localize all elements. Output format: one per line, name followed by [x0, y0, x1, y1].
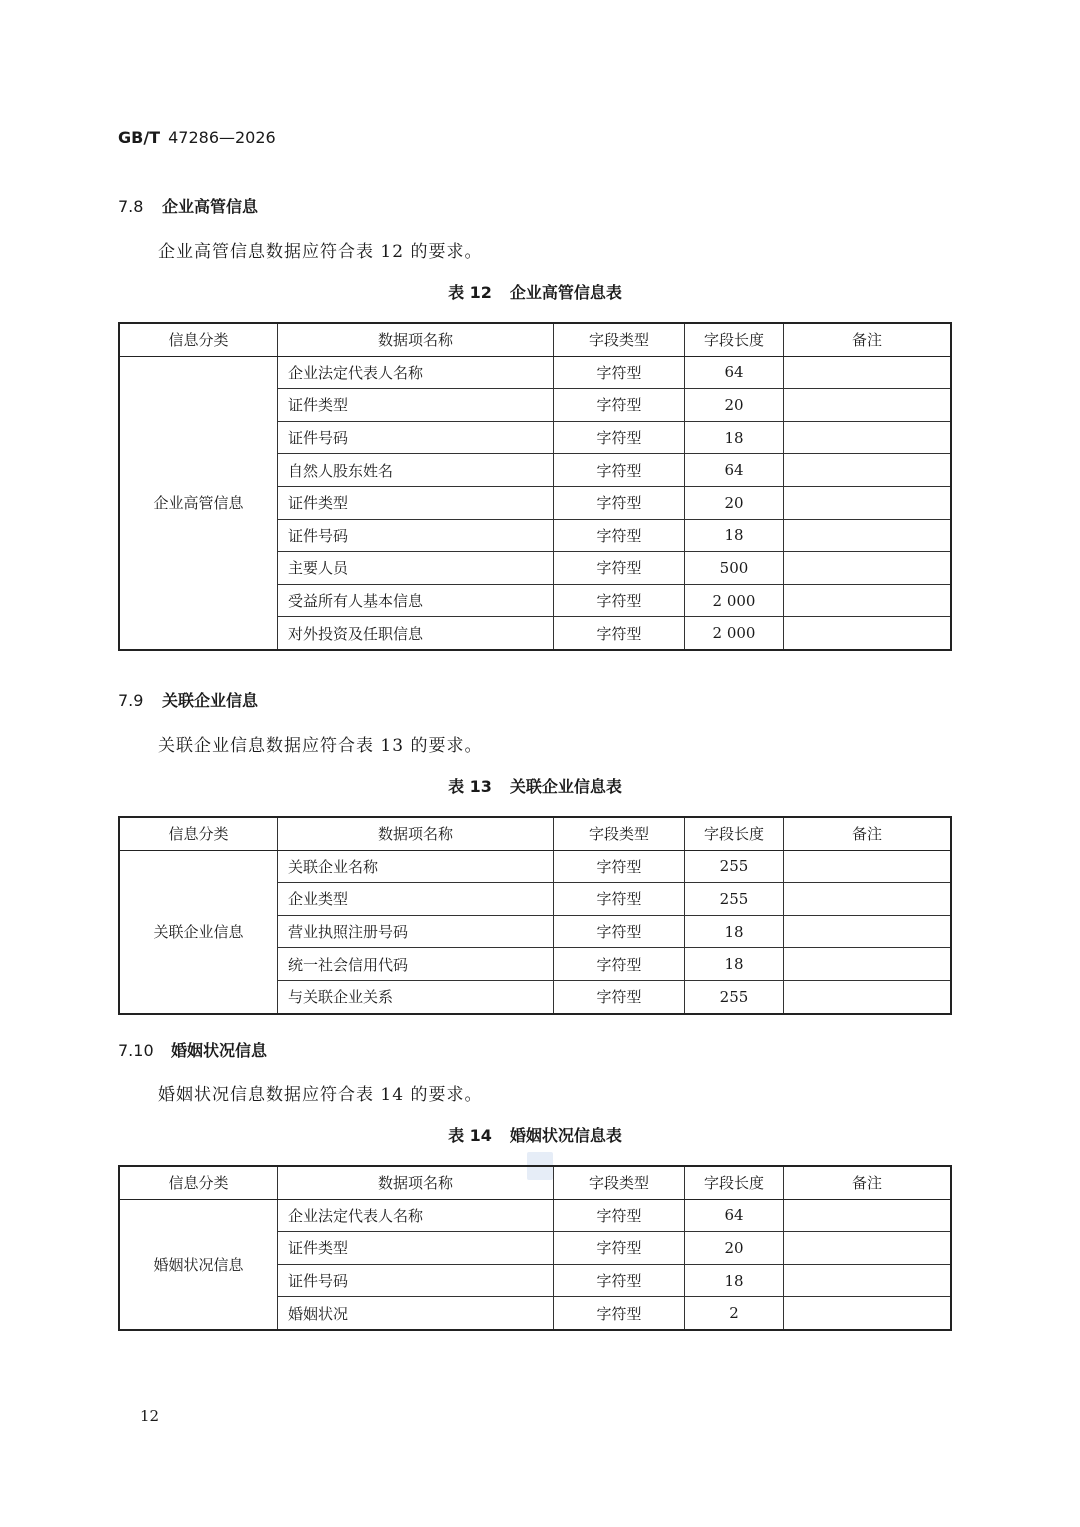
- field-length-cell: 18: [685, 421, 784, 454]
- item-name-cell: 与关联企业关系: [278, 980, 554, 1013]
- field-type-cell: 字符型: [554, 519, 685, 552]
- item-name-cell: 统一社会信用代码: [278, 948, 554, 981]
- item-name-cell: 营业执照注册号码: [278, 915, 554, 948]
- section-text-7-10: 婚姻状况信息数据应符合表 14 的要求。: [158, 1085, 483, 1105]
- section-text-7-8: 企业高管信息数据应符合表 12 的要求。: [158, 242, 483, 262]
- col-header-field-length: 字段长度: [685, 817, 784, 850]
- field-length-cell: 18: [685, 1264, 784, 1297]
- table-caption-12: [118, 280, 952, 303]
- item-name-cell: 企业法定代表人名称: [278, 356, 554, 389]
- col-header-note: 备注: [784, 323, 952, 356]
- section-number: 7.8: [118, 197, 144, 216]
- field-length-cell: 20: [685, 389, 784, 422]
- item-name-cell: 婚姻状况: [278, 1297, 554, 1330]
- table-header-row: [119, 323, 951, 356]
- field-type-cell: 字符型: [554, 486, 685, 519]
- section-title: 婚姻状况信息: [171, 1041, 268, 1060]
- field-length-cell: 2 000: [685, 584, 784, 617]
- category-cell: 企业高管信息: [119, 356, 278, 650]
- table-header-row: [119, 817, 951, 850]
- table-header-row: [119, 1166, 951, 1199]
- note-cell: [784, 454, 952, 487]
- note-cell: [784, 948, 952, 981]
- field-type-cell: 字符型: [554, 552, 685, 585]
- field-type-cell: 字符型: [554, 617, 685, 650]
- col-header-field-type: 字段类型: [554, 323, 685, 356]
- col-header-category: 信息分类: [119, 323, 278, 356]
- note-cell: [784, 1264, 952, 1297]
- field-length-cell: 255: [685, 980, 784, 1013]
- col-header-category: 信息分类: [119, 1166, 278, 1199]
- field-length-cell: 500: [685, 552, 784, 585]
- section-number: 7.10: [118, 1041, 154, 1060]
- section-title: 企业高管信息: [162, 197, 259, 216]
- item-name-cell: 受益所有人基本信息: [278, 584, 554, 617]
- page-number: 12: [140, 1407, 160, 1425]
- field-type-cell: 字符型: [554, 584, 685, 617]
- table-row: [119, 850, 951, 883]
- field-type-cell: 字符型: [554, 948, 685, 981]
- standard-number: 47286—2026: [168, 128, 276, 147]
- section-heading-7-9: [118, 688, 258, 711]
- item-name-cell: 企业法定代表人名称: [278, 1199, 554, 1232]
- field-type-cell: 字符型: [554, 915, 685, 948]
- field-type-cell: 字符型: [554, 421, 685, 454]
- field-length-cell: 64: [685, 356, 784, 389]
- note-cell: [784, 356, 952, 389]
- field-length-cell: 64: [685, 454, 784, 487]
- table-number: 表 14: [448, 1126, 492, 1145]
- item-name-cell: 证件类型: [278, 1232, 554, 1265]
- note-cell: [784, 617, 952, 650]
- field-type-cell: 字符型: [554, 1199, 685, 1232]
- section-heading-7-8: [118, 194, 258, 217]
- table-row: [119, 1199, 951, 1232]
- table-number: 表 12: [448, 283, 492, 302]
- col-header-field-length: 字段长度: [685, 323, 784, 356]
- section-heading-7-10: [118, 1038, 267, 1061]
- note-cell: [784, 1232, 952, 1265]
- section-title: 关联企业信息: [162, 691, 259, 710]
- note-cell: [784, 486, 952, 519]
- col-header-category: 信息分类: [119, 817, 278, 850]
- note-cell: [784, 915, 952, 948]
- field-length-cell: 255: [685, 850, 784, 883]
- table-12: [118, 322, 952, 651]
- note-cell: [784, 1297, 952, 1330]
- table-number: 表 13: [448, 777, 492, 796]
- table-row: [119, 356, 951, 389]
- note-cell: [784, 584, 952, 617]
- col-header-item-name: 数据项名称: [278, 323, 554, 356]
- note-cell: [784, 850, 952, 883]
- note-cell: [784, 519, 952, 552]
- table-13: [118, 816, 952, 1015]
- item-name-cell: 对外投资及任职信息: [278, 617, 554, 650]
- item-name-cell: 企业类型: [278, 883, 554, 916]
- table-title: 企业高管信息表: [509, 283, 622, 302]
- section-number: 7.9: [118, 691, 144, 710]
- field-length-cell: 18: [685, 519, 784, 552]
- standard-header: [118, 128, 276, 147]
- field-type-cell: 字符型: [554, 850, 685, 883]
- table-caption-14: [118, 1123, 952, 1146]
- item-name-cell: 自然人股东姓名: [278, 454, 554, 487]
- category-cell: 婚姻状况信息: [119, 1199, 278, 1330]
- col-header-field-type: 字段类型: [554, 1166, 685, 1199]
- field-length-cell: 20: [685, 486, 784, 519]
- field-type-cell: 字符型: [554, 1297, 685, 1330]
- field-type-cell: 字符型: [554, 883, 685, 916]
- category-cell: 关联企业信息: [119, 850, 278, 1013]
- item-name-cell: 主要人员: [278, 552, 554, 585]
- table-14: [118, 1165, 952, 1331]
- col-header-note: 备注: [784, 1166, 952, 1199]
- field-type-cell: 字符型: [554, 356, 685, 389]
- note-cell: [784, 1199, 952, 1232]
- table-caption-13: [118, 774, 952, 797]
- field-type-cell: 字符型: [554, 980, 685, 1013]
- field-length-cell: 2: [685, 1297, 784, 1330]
- table-title: 关联企业信息表: [509, 777, 622, 796]
- col-header-item-name: 数据项名称: [278, 817, 554, 850]
- col-header-field-type: 字段类型: [554, 817, 685, 850]
- col-header-note: 备注: [784, 817, 952, 850]
- col-header-field-length: 字段长度: [685, 1166, 784, 1199]
- field-type-cell: 字符型: [554, 389, 685, 422]
- item-name-cell: 证件类型: [278, 486, 554, 519]
- note-cell: [784, 552, 952, 585]
- field-length-cell: 20: [685, 1232, 784, 1265]
- item-name-cell: 关联企业名称: [278, 850, 554, 883]
- field-length-cell: 255: [685, 883, 784, 916]
- note-cell: [784, 421, 952, 454]
- item-name-cell: 证件号码: [278, 421, 554, 454]
- note-cell: [784, 980, 952, 1013]
- field-type-cell: 字符型: [554, 1264, 685, 1297]
- col-header-item-name: 数据项名称: [278, 1166, 554, 1199]
- item-name-cell: 证件号码: [278, 519, 554, 552]
- standard-prefix: GB/T: [118, 128, 161, 147]
- item-name-cell: 证件号码: [278, 1264, 554, 1297]
- field-length-cell: 18: [685, 915, 784, 948]
- field-type-cell: 字符型: [554, 1232, 685, 1265]
- item-name-cell: 证件类型: [278, 389, 554, 422]
- section-text-7-9: 关联企业信息数据应符合表 13 的要求。: [158, 736, 483, 756]
- note-cell: [784, 389, 952, 422]
- field-length-cell: 64: [685, 1199, 784, 1232]
- field-type-cell: 字符型: [554, 454, 685, 487]
- note-cell: [784, 883, 952, 916]
- field-length-cell: 18: [685, 948, 784, 981]
- field-length-cell: 2 000: [685, 617, 784, 650]
- table-title: 婚姻状况信息表: [509, 1126, 622, 1145]
